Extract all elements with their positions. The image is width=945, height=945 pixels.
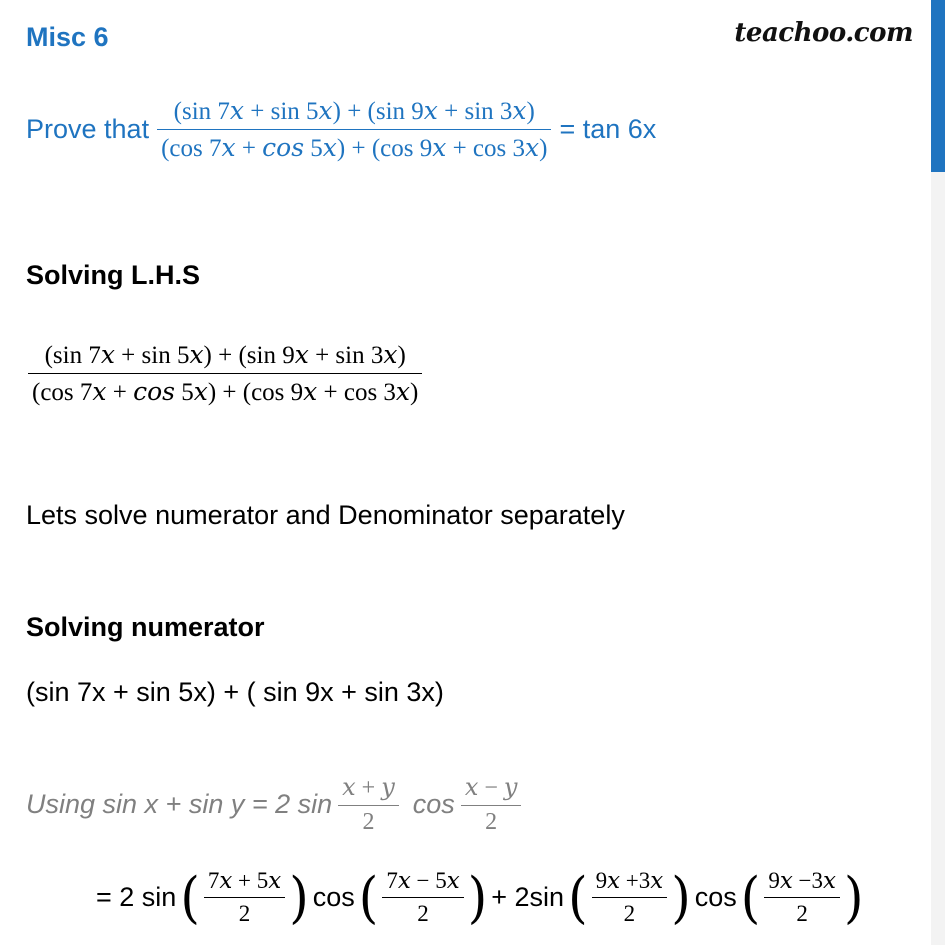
numerator-expression: (sin 7x + sin 5x) + ( sin 9x + sin 3x)	[26, 677, 444, 707]
step-fraction-1	[204, 868, 285, 927]
problem-numerator: (sin 7𝑥 + sin 5𝑥) + (sin 9𝑥 + sin 3𝑥)	[173, 98, 535, 125]
step-fraction-3	[592, 868, 668, 927]
right-paren: )	[843, 865, 864, 930]
right-paren: )	[467, 865, 488, 930]
left-paren: (	[568, 865, 588, 930]
identity-hint	[26, 773, 521, 836]
problem-denominator: (cos 7𝑥 + 𝑐𝑜𝑠 5𝑥) + (cos 9𝑥 + cos 3𝑥)	[161, 135, 548, 162]
left-paren: (	[740, 865, 761, 930]
step-lead: = 2 sin	[96, 882, 177, 912]
fraction-numerator: 9𝑥 −3𝑥	[768, 868, 836, 893]
scrollbar-thumb[interactable]	[931, 0, 945, 172]
page-title: Misc 6	[26, 22, 109, 52]
identity-lead: Using sin x + sin y = 2 sin	[26, 789, 333, 819]
lhs-denominator: (cos 7𝑥 + 𝑐𝑜𝑠 5𝑥) + (cos 9𝑥 + cos 3𝑥)	[32, 379, 419, 406]
instruction-text: Lets solve numerator and Denominator separately	[26, 500, 625, 530]
fraction-numerator: 7𝑥 + 5𝑥	[207, 868, 282, 893]
fraction-denominator: 2	[623, 901, 636, 926]
prove-suffix: = tan 6x	[559, 114, 657, 144]
problem-statement	[26, 96, 656, 163]
fraction-denominator: 2	[417, 901, 429, 926]
left-paren: (	[358, 865, 379, 930]
fraction-denominator: 2	[485, 809, 498, 835]
identity-fraction-diff	[461, 773, 522, 836]
identity-cos: cos	[412, 789, 455, 819]
fraction-numerator: 𝑥 − 𝑦	[464, 775, 518, 801]
fraction-denominator: 2	[796, 901, 808, 926]
fraction-numerator: 7𝑥 − 5𝑥	[386, 868, 460, 893]
prove-prefix: Prove that	[26, 114, 150, 144]
identity-fraction-sum	[338, 773, 399, 836]
lhs-expression	[28, 340, 422, 407]
problem-fraction	[157, 96, 551, 163]
step-plus-sin: + 2sin	[491, 882, 565, 912]
numerator-heading: Solving numerator	[26, 612, 265, 642]
teachoo-logo: teachoo.com	[734, 18, 913, 48]
expansion-step	[96, 865, 864, 930]
lhs-heading: Solving L.H.S	[26, 260, 201, 290]
fraction-denominator: 2	[362, 809, 375, 835]
lhs-fraction	[28, 340, 422, 407]
step-fraction-4	[764, 868, 840, 927]
step-cos-1: cos	[312, 882, 355, 912]
lhs-numerator: (sin 7𝑥 + sin 5𝑥) + (sin 9𝑥 + sin 3𝑥)	[44, 342, 406, 369]
step-fraction-2	[382, 868, 463, 927]
fraction-denominator: 2	[238, 901, 251, 926]
step-cos-2: cos	[694, 882, 737, 912]
right-paren: )	[671, 865, 691, 930]
right-paren: )	[289, 865, 309, 930]
left-paren: (	[180, 865, 200, 930]
fraction-numerator: 𝑥 + 𝑦	[342, 775, 395, 801]
fraction-numerator: 9𝑥 +3𝑥	[595, 868, 664, 893]
